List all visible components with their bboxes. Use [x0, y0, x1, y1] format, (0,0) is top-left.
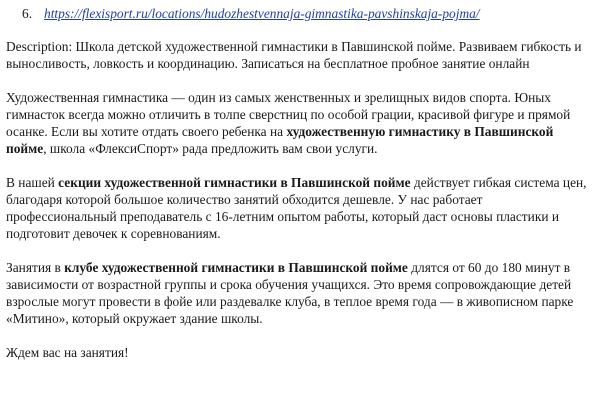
paragraph-intro-keyword: художественную гимнастику в Павшинской пойме	[6, 124, 554, 156]
paragraph-schedule-text-2: длятся от 60 до 180 минут в зависимости от возрастной группы и срока обучения учащихся. Это время сопровождающие детей взрослые могут провести в фойе или раздевалке клуба, в теплое время года — в живописном парке «Митино», который окружает здание школы.	[6, 260, 574, 326]
list-item	[22, 5, 600, 22]
paragraph-pricing-text-1: В нашей	[6, 175, 59, 190]
paragraph-schedule	[6, 259, 600, 327]
list-number: 6.	[22, 6, 33, 21]
source-link[interactable]: https://flexisport.ru/locations/hudozhestvennaja-gimnastika-pavshinskaja-pojma/	[44, 6, 480, 21]
description-paragraph	[6, 38, 600, 72]
paragraph-schedule-text-1: Занятия в	[6, 260, 65, 275]
paragraph-pricing-keyword: секции художественной гимнастики в Павшинской пойме	[58, 175, 411, 190]
description-text: Школа детской художественной гимнастики в Павшинской пойме. Развиваем гибкость и выносливость, ловкость и координацию. Записаться на бесплатное пробное занятие онлайн	[6, 39, 582, 71]
paragraph-pricing-text-2: действует гибкая система цен, благодаря которой большое количество занятий обходится дешевле. У нас работает профессиональный преподаватель с 16-летним опытом работы, который даст основы пластики и подготовит девочек к соревнованиям.	[6, 175, 587, 241]
paragraph-schedule-keyword: клубе художественной гимнастики в Павшинской пойме	[64, 260, 408, 275]
description-label: Description:	[6, 39, 73, 54]
closing-line: Ждем вас на занятия!	[6, 345, 129, 360]
paragraph-pricing	[6, 174, 600, 242]
paragraph-intro-text-2: , школа «ФлексиСпорт» рада предложить вам свои услуги.	[43, 141, 378, 156]
paragraph-intro	[6, 89, 600, 157]
paragraph-intro-text-1: Художественная гимнастика — один из самых женственных и зрелищных видов спорта. Юных гимнасток всегда можно отличить в толпе сверстниц по особой грации, красивой фигуре и прямой осанке. Если вы хотите отдать своего ребенка на	[6, 90, 571, 139]
